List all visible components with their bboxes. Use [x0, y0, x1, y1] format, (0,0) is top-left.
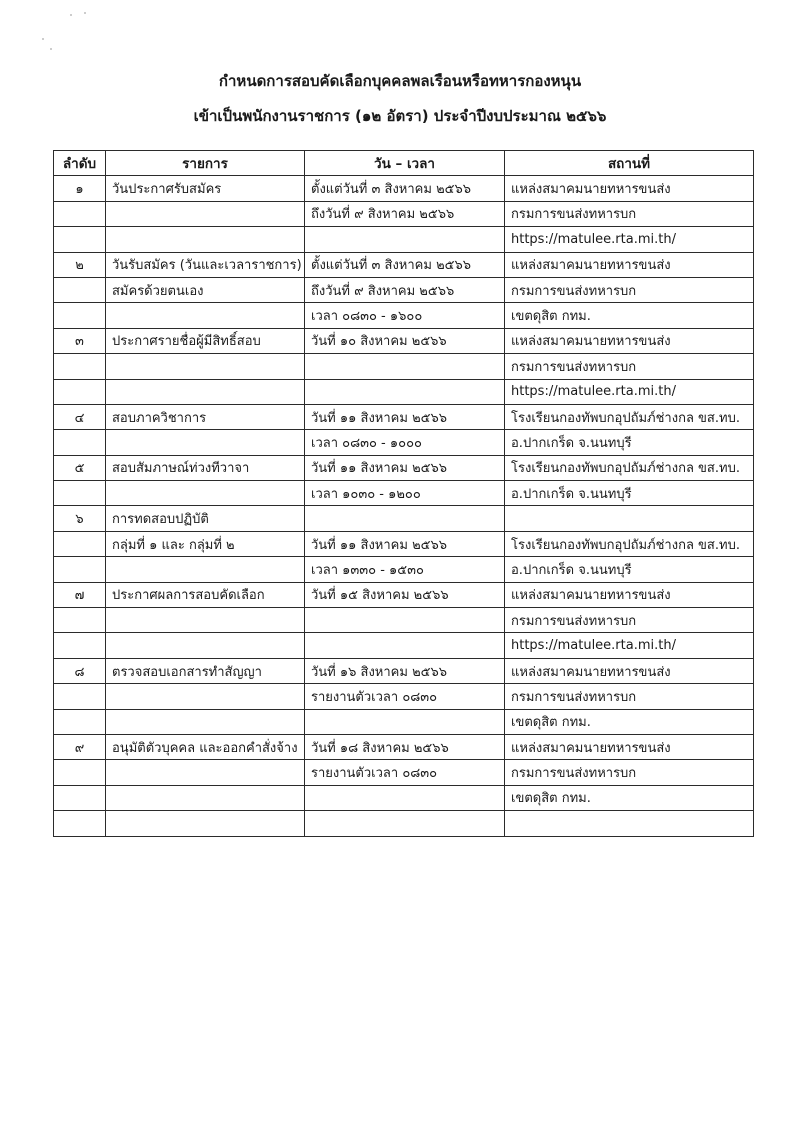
cell-place: https://matulee.rta.mi.th/	[505, 379, 754, 404]
cell-no: ๙	[54, 734, 106, 759]
cell-item	[106, 227, 305, 252]
cell-item: ประกาศรายชื่อผู้มีสิทธิ์สอบ	[106, 328, 305, 353]
table-row	[54, 430, 754, 455]
table-row	[54, 252, 754, 277]
cell-date-time: รายงานตัวเวลา ๐๘๓๐	[305, 760, 505, 785]
cell-date-time: เวลา ๑๓๓๐ - ๑๕๓๐	[305, 557, 505, 582]
table-row	[54, 557, 754, 582]
cell-place: แหล่งสมาคมนายทหารขนส่ง	[505, 252, 754, 277]
cell-date-time: ตั้งแต่วันที่ ๓ สิงหาคม ๒๕๖๖	[305, 176, 505, 201]
table-row	[54, 633, 754, 658]
cell-no	[54, 430, 106, 455]
table-body	[54, 176, 754, 836]
cell-place: กรมการขนส่งทหารบก	[505, 760, 754, 785]
cell-item: ประกาศผลการสอบคัดเลือก	[106, 582, 305, 607]
cell-date-time: วันที่ ๑๘ สิงหาคม ๒๕๖๖	[305, 734, 505, 759]
cell-no: ๒	[54, 252, 106, 277]
cell-date-time: วันที่ ๑๐ สิงหาคม ๒๕๖๖	[305, 328, 505, 353]
table-row	[54, 328, 754, 353]
table-row	[54, 379, 754, 404]
cell-no	[54, 227, 106, 252]
header-place: สถานที่	[505, 151, 754, 176]
cell-no	[54, 557, 106, 582]
cell-item	[106, 760, 305, 785]
cell-place: กรมการขนส่งทหารบก	[505, 684, 754, 709]
cell-date-time	[305, 709, 505, 734]
cell-place: https://matulee.rta.mi.th/	[505, 227, 754, 252]
cell-date-time: ถึงวันที่ ๙ สิงหาคม ๒๕๖๖	[305, 201, 505, 226]
cell-place: เขตดุสิต กทม.	[505, 785, 754, 810]
cell-no: ๗	[54, 582, 106, 607]
cell-no	[54, 785, 106, 810]
cell-date-time	[305, 379, 505, 404]
table-row	[54, 811, 754, 836]
table-header-row	[54, 151, 754, 176]
cell-place: กรมการขนส่งทหารบก	[505, 277, 754, 302]
cell-date-time: วันที่ ๑๖ สิงหาคม ๒๕๖๖	[305, 658, 505, 683]
table-row	[54, 684, 754, 709]
document-title-line-2: เข้าเป็นพนักงานราชการ (๑๒ อัตรา) ประจำปีงบประมาณ ๒๕๖๖	[193, 107, 607, 125]
cell-place: แหล่งสมาคมนายทหารขนส่ง	[505, 582, 754, 607]
cell-date-time	[305, 785, 505, 810]
cell-item: สอบภาควิชาการ	[106, 404, 305, 429]
cell-place	[505, 506, 754, 531]
cell-item	[106, 430, 305, 455]
cell-item	[106, 201, 305, 226]
document-title-line-1: กำหนดการสอบคัดเลือกบุคคลพลเรือนหรือทหารกองหนุน	[218, 72, 582, 90]
cell-no	[54, 379, 106, 404]
table-row	[54, 734, 754, 759]
cell-item: การทดสอบปฏิบัติ	[106, 506, 305, 531]
cell-item	[106, 557, 305, 582]
cell-place: อ.ปากเกร็ด จ.นนทบุรี	[505, 481, 754, 506]
cell-item	[106, 354, 305, 379]
cell-place: แหล่งสมาคมนายทหารขนส่ง	[505, 658, 754, 683]
cell-item	[106, 684, 305, 709]
cell-place: เขตดุสิต กทม.	[505, 709, 754, 734]
cell-item	[106, 709, 305, 734]
cell-date-time: วันที่ ๑๑ สิงหาคม ๒๕๖๖	[305, 404, 505, 429]
cell-no	[54, 608, 106, 633]
cell-no: ๕	[54, 455, 106, 480]
cell-place: โรงเรียนกองทัพบกอุปถัมภ์ช่างกล ขส.ทบ.	[505, 404, 754, 429]
cell-no	[54, 760, 106, 785]
cell-date-time: ถึงวันที่ ๙ สิงหาคม ๒๕๖๖	[305, 277, 505, 302]
table-row	[54, 201, 754, 226]
cell-place: กรมการขนส่งทหารบก	[505, 354, 754, 379]
table-row	[54, 709, 754, 734]
cell-no	[54, 303, 106, 328]
cell-no: ๘	[54, 658, 106, 683]
cell-date-time	[305, 608, 505, 633]
cell-date-time: เวลา ๐๘๓๐ - ๑๐๐๐	[305, 430, 505, 455]
table-row	[54, 404, 754, 429]
cell-no	[54, 811, 106, 836]
cell-item	[106, 481, 305, 506]
table-row	[54, 481, 754, 506]
table-row	[54, 506, 754, 531]
cell-place: โรงเรียนกองทัพบกอุปถัมภ์ช่างกล ขส.ทบ.	[505, 531, 754, 556]
cell-no	[54, 531, 106, 556]
table-row	[54, 582, 754, 607]
cell-no	[54, 201, 106, 226]
table-row	[54, 354, 754, 379]
cell-item: วันรับสมัคร (วันและเวลาราชการ)	[106, 252, 305, 277]
table-row	[54, 658, 754, 683]
header-item: รายการ	[106, 151, 305, 176]
cell-item: กลุ่มที่ ๑ และ กลุ่มที่ ๒	[106, 531, 305, 556]
header-no: ลำดับ	[54, 151, 106, 176]
cell-date-time	[305, 354, 505, 379]
cell-date-time: วันที่ ๑๑ สิงหาคม ๒๕๖๖	[305, 531, 505, 556]
table-row	[54, 531, 754, 556]
cell-date-time	[305, 633, 505, 658]
header-date-time: วัน – เวลา	[305, 151, 505, 176]
schedule-table	[53, 150, 754, 837]
cell-no	[54, 481, 106, 506]
cell-item: ตรวจสอบเอกสารทำสัญญา	[106, 658, 305, 683]
cell-item	[106, 379, 305, 404]
cell-place: แหล่งสมาคมนายทหารขนส่ง	[505, 176, 754, 201]
cell-place	[505, 811, 754, 836]
cell-item: สอบสัมภาษณ์ท่วงทีวาจา	[106, 455, 305, 480]
cell-place: อ.ปากเกร็ด จ.นนทบุรี	[505, 557, 754, 582]
cell-date-time	[305, 506, 505, 531]
cell-place: https://matulee.rta.mi.th/	[505, 633, 754, 658]
cell-place: เขตดุสิต กทม.	[505, 303, 754, 328]
cell-item	[106, 633, 305, 658]
cell-place: กรมการขนส่งทหารบก	[505, 201, 754, 226]
cell-date-time: รายงานตัวเวลา ๐๘๓๐	[305, 684, 505, 709]
cell-no	[54, 633, 106, 658]
cell-item	[106, 303, 305, 328]
cell-date-time: เวลา ๐๘๓๐ - ๑๖๐๐	[305, 303, 505, 328]
table-row	[54, 277, 754, 302]
cell-no: ๓	[54, 328, 106, 353]
cell-no	[54, 354, 106, 379]
cell-date-time: เวลา ๑๐๓๐ - ๑๒๐๐	[305, 481, 505, 506]
cell-date-time: วันที่ ๑๑ สิงหาคม ๒๕๖๖	[305, 455, 505, 480]
cell-date-time: วันที่ ๑๕ สิงหาคม ๒๕๖๖	[305, 582, 505, 607]
table-row	[54, 608, 754, 633]
scan-specks	[40, 8, 100, 58]
table-row	[54, 303, 754, 328]
table-row	[54, 785, 754, 810]
table-row	[54, 455, 754, 480]
table-row	[54, 176, 754, 201]
cell-no	[54, 709, 106, 734]
cell-place: โรงเรียนกองทัพบกอุปถัมภ์ช่างกล ขส.ทบ.	[505, 455, 754, 480]
cell-no	[54, 684, 106, 709]
cell-place: กรมการขนส่งทหารบก	[505, 608, 754, 633]
cell-no	[54, 277, 106, 302]
table-row	[54, 760, 754, 785]
cell-item	[106, 608, 305, 633]
cell-place: แหล่งสมาคมนายทหารขนส่ง	[505, 734, 754, 759]
table-row	[54, 227, 754, 252]
cell-item	[106, 785, 305, 810]
cell-item: อนุมัติตัวบุคคล และออกคำสั่งจ้าง	[106, 734, 305, 759]
cell-item: วันประกาศรับสมัคร	[106, 176, 305, 201]
cell-no: ๑	[54, 176, 106, 201]
cell-no: ๖	[54, 506, 106, 531]
cell-item: สมัครด้วยตนเอง	[106, 277, 305, 302]
cell-item	[106, 811, 305, 836]
cell-date-time	[305, 811, 505, 836]
cell-no: ๔	[54, 404, 106, 429]
cell-place: แหล่งสมาคมนายทหารขนส่ง	[505, 328, 754, 353]
cell-date-time: ตั้งแต่วันที่ ๓ สิงหาคม ๒๕๖๖	[305, 252, 505, 277]
cell-date-time	[305, 227, 505, 252]
cell-place: อ.ปากเกร็ด จ.นนทบุรี	[505, 430, 754, 455]
